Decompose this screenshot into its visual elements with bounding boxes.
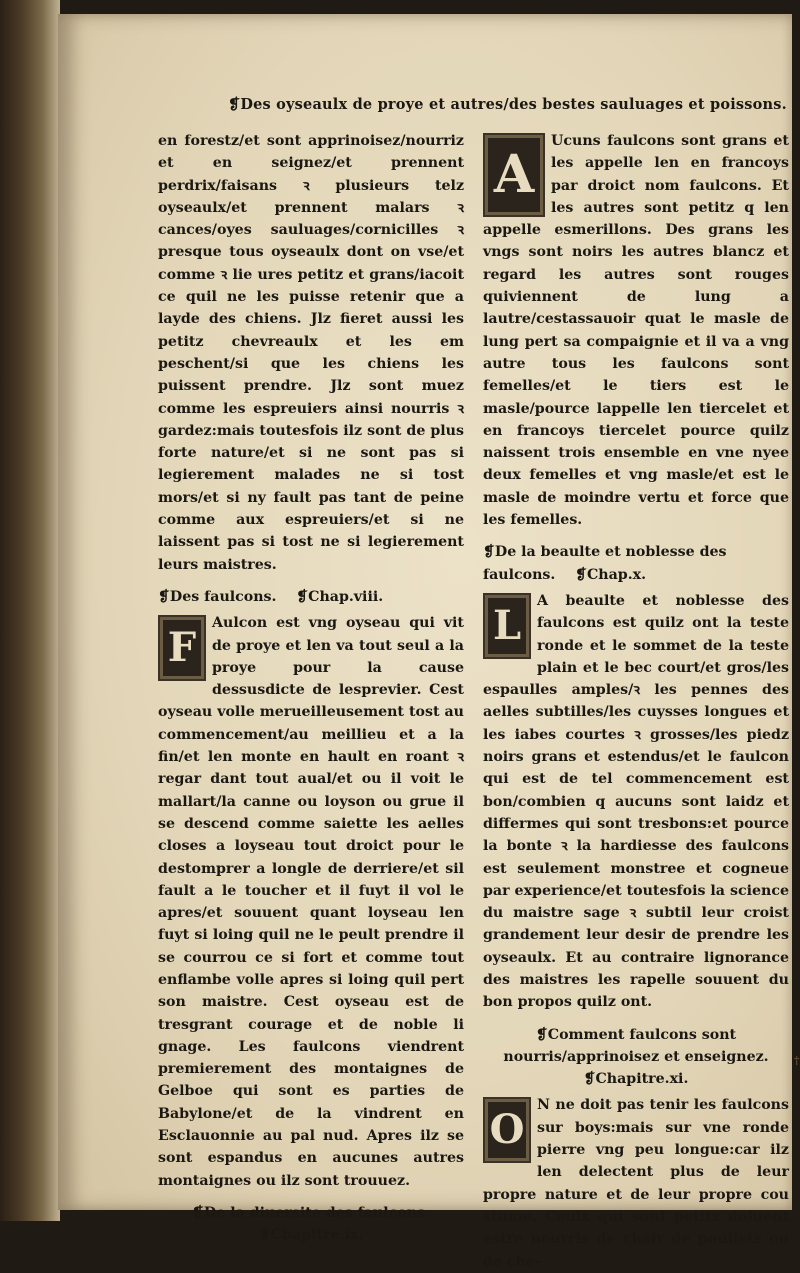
heading-nourris-title: ❡Comment faulcons sont nourris/apprinoisez et enseignez. — [503, 1026, 769, 1065]
signature-mark: † — [794, 1054, 800, 1067]
book-binding — [0, 0, 60, 1221]
heading-faulcons — [158, 586, 464, 608]
running-head: ❡Des oyseaulx de proye et autres/des bestes sauluages et poissons. — [228, 96, 787, 113]
chapter-ix-label: ❡Chapitre.ix. — [258, 1227, 364, 1244]
heading-beaulte — [483, 541, 789, 586]
chapter-viii-label: ❡Chap.viii. — [296, 588, 384, 605]
heading-diuersite — [158, 1202, 464, 1247]
left-paragraph-2-text: Aulcon est vng oyseau qui vit de proye et len va tout seul a la proye pour la cause dessusdicte de lesprevier. Cest oyseau volle merueilleusement tost au commencement/au meillieu et a la fin/et len monte en hault en roant ꝛ regar dant tout aual/et ou il voit le mallart/la canne ou loyson ou grue il se descend comme saiette les aelles closes a loyseau tout droict pour le destomprer a longle de derriere/et sil fault a le toucher et il fuyt il vol le apres/et souuent quant loyseau len fuyt si loing quil ne le peult prendre il se courrou ce si fort et comme tout enflambe volle apres si loing quil pert son maistre. Cest oyseau est de tresgrant courage et de noble li gnage. Les faulcons viendrent premierement des montaignes de Gelboe qui sont es parties de Babylone/et de la vindrent en Esclauonnie au pal nud. Apres ilz se sont espandus en aucunes autres montaignes ou ilz sont trouuez. — [158, 615, 464, 1189]
drop-cap-initial-a: A — [483, 133, 545, 217]
heading-nourris — [483, 1024, 789, 1091]
right-paragraph-3-text: N ne doit pas tenir les faulcons sur boys:mais sur vne ronde pierre vng peu longue:car ilz len delectent plus de leur propre nature et de leur propre cou stume. Ceulx qui sont petitz doiuent estre nourris de chair de poullets ou de che- — [483, 1097, 789, 1270]
right-paragraph-3 — [483, 1094, 789, 1272]
right-paragraph-2-text: A beaulte et noblesse des faulcons est quilz ont la teste ronde et le sommet de la teste plain et le bec court/et gros/les espaulles amples/ꝛ les pennes des aelles subtilles/les cuysses longues et les iabes courtes ꝛ grosses/les piedz noirs grans et estendus/et le faulcon qui est de tel commencement est bon/combien q aucuns sont laidz et differmes qui sont tresbons:et pource la bonte ꝛ la hardiesse des faulcons est seulement monstree et cogneue par experience/et toutesfois la science du maistre sage ꝛ subtil leur croist grandement leur desir de prendre les oyseaulx. Et au contraire lignorance des maistres les rapelle souuent du bon propos quilz ont. — [483, 592, 789, 1011]
drop-cap-initial-f: F — [158, 615, 206, 681]
chapter-xi-label: ❡Chapitre.xi. — [583, 1071, 689, 1088]
chapter-x-label: ❡Chap.x. — [575, 566, 647, 583]
heading-beaulte-title: ❡De la beaulte et noblesse des faulcons. — [483, 544, 727, 583]
right-paragraph-2 — [483, 590, 789, 1014]
drop-cap-initial-o: O — [483, 1097, 531, 1163]
left-paragraph-2 — [158, 612, 464, 1192]
left-column — [158, 130, 464, 1251]
heading-faulcons-title: ❡Des faulcons. — [158, 588, 277, 605]
heading-diuersite-title: ❡De la diuersite des faulcons. — [192, 1204, 430, 1221]
drop-cap-initial-l: L — [483, 593, 531, 659]
right-paragraph-1 — [483, 130, 789, 531]
right-column — [483, 130, 789, 1273]
right-paragraph-1-text: Ucuns faulcons sont grans et les appelle len en francoys par droict nom faulcons. Et les autres sont petitz q len appelle esmerillons. Des grans les vngs sont noirs les autres blancz et regard les autres sont rouges quiviennent de lung a lautre/cestassauoir quat le masle de lung pert sa compaignie et il va a vng autre tous les faulcons sont femelles/et le tiers est le masle/pource lappelle len tiercelet et en francoys tiercelet pource quilz naissent trois ensemble en vne nyee deux femelles et vng masle/et est le masle de moindre vertu et force que les femelles. — [483, 133, 789, 529]
left-paragraph-1: en forestz/et sont apprinoisez/nourriz et en seignez/et prennent perdrix/faisans ꝛ plusieurs telz oyseaulx/et prennent malars ꝛ cances/oyes sauluages/cornicilles ꝛ presque tous oyseaulx dont on vse/et comme ꝛ lie ures petitz et grans/iacoit ce quil ne les puisse retenir que a layde des chiens. Jlz fieret aussi les petitz chevreaulx et les em peschent/si que les chiens les puissent prendre. Jlz sont muez comme les espreuiers ainsi nourris ꝛ gardez:mais toutesfois ilz sont de plus forte nature/et si ne sont pas si legierement malades ne si tost mors/et si ny fault pas tant de peine comme aux espreuiers/et si ne laissent pas si tost ne si legierement leurs maistres. — [158, 133, 464, 573]
book-page — [58, 14, 800, 1270]
